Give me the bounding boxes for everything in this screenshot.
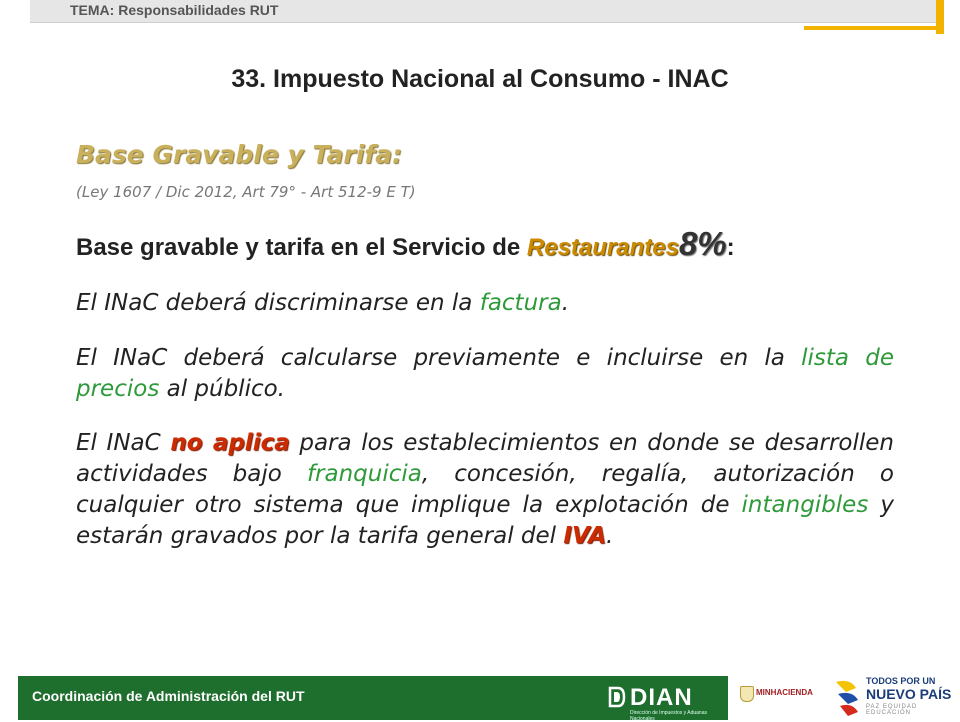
rate-value: 8% <box>678 225 727 262</box>
citation: (Ley 1607 / Dic 2012, Art 79° - Art 512-9 E T) <box>76 183 416 201</box>
p1-text: El INaC deberá discriminarse en la <box>76 290 480 316</box>
todos-por-un-nuevo-pais-logo <box>832 672 952 720</box>
rate-line <box>76 225 735 263</box>
header-accent-line <box>804 26 944 30</box>
p3-text-3: , concesión, regalía, autorización o cualquier otro sistema que implique la explotación de <box>76 461 895 518</box>
dian-text: DIAN <box>630 684 693 711</box>
paragraph-factura <box>76 288 894 319</box>
p1-end: . <box>561 290 570 316</box>
p3-text-5: . <box>606 523 614 549</box>
lista-precios-highlight: lista de precios <box>76 345 894 402</box>
p3-text-1: El INaC <box>76 430 171 456</box>
colombia-flag-icon <box>832 678 862 718</box>
franquicia-highlight: franquicia <box>306 461 422 487</box>
minhacienda-text: MINHACIENDA <box>756 688 813 697</box>
p3-text-2: para los establecimientos en donde se desarrollen actividades bajo <box>76 430 895 487</box>
restaurantes-highlight: Restaurantes <box>526 234 679 261</box>
todos-line-1: TODOS POR UN <box>866 676 936 686</box>
subheading: Base Gravable y Tarifa: <box>76 140 403 169</box>
dian-logo <box>608 684 718 722</box>
paragraph-precios <box>76 343 894 405</box>
todos-line-3: PAZ EQUIDAD EDUCACIÓN <box>866 704 918 716</box>
dian-mark-icon <box>608 686 626 708</box>
no-aplica-highlight: no aplica <box>170 430 290 456</box>
p3-text-4: y estarán gravados por la tarifa general del <box>76 492 894 549</box>
p2-end: al público. <box>159 376 285 402</box>
iva-highlight: IVA <box>563 523 606 549</box>
rate-line-suffix: : <box>726 234 735 261</box>
factura-highlight: factura <box>479 290 562 316</box>
topic-label: TEMA: Responsabilidades RUT <box>70 2 279 18</box>
p2-text: El INaC deberá calcularse previamente e incluirse en la <box>76 345 802 371</box>
dian-subtext: Dirección de Impuestos y Aduanas Nacionales <box>630 710 707 722</box>
paragraph-no-aplica <box>76 428 894 552</box>
intangibles-highlight: intangibles <box>741 492 869 518</box>
minhacienda-logo <box>740 684 830 706</box>
footer-label: Coordinación de Administración del RUT <box>32 688 305 704</box>
top-header <box>0 0 960 30</box>
coat-of-arms-icon <box>740 686 754 702</box>
rate-line-prefix: Base gravable y tarifa en el Servicio de <box>76 234 527 261</box>
slide-title: 33. Impuesto Nacional al Consumo - INAC <box>231 65 729 93</box>
todos-line-2: NUEVO PAÍS <box>866 686 952 702</box>
